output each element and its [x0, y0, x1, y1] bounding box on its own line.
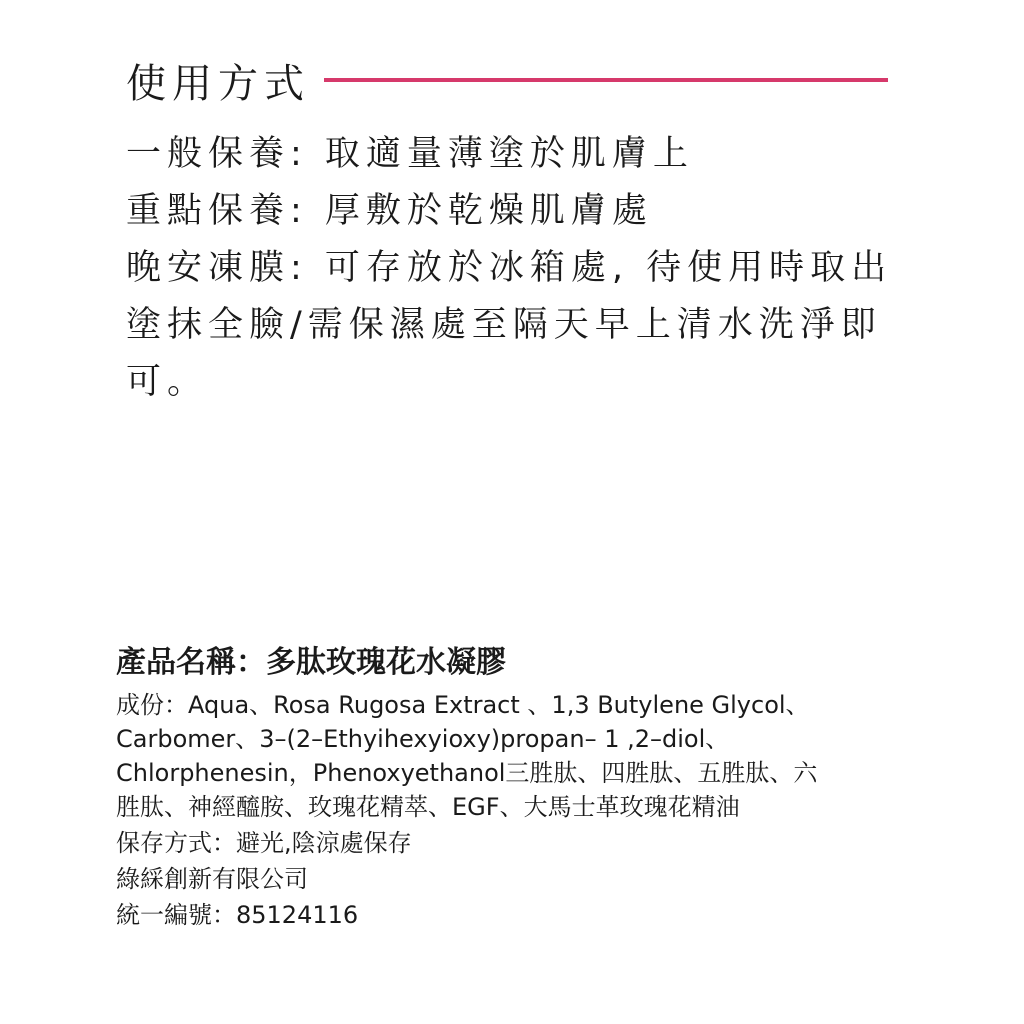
usage-line-general-care: 一般保養: 取適量薄塗於肌膚上	[126, 134, 694, 174]
usage-line-night-mask-cont: 塗抹全臉/需保濕處至隔天早上清水洗淨即	[126, 305, 882, 345]
accent-divider-line	[324, 78, 888, 82]
tax-id: 統一編號：85124116	[116, 901, 359, 929]
ingredients-line: 胜肽、神經醯胺、玫瑰花精萃、EGF、大馬士革玫瑰花精油	[116, 793, 740, 821]
storage-method: 保存方式：避光,陰涼處保存	[116, 829, 412, 857]
product-name: 產品名稱：多肽玫瑰花水凝膠	[116, 645, 506, 680]
usage-title: 使用方式	[126, 60, 310, 107]
product-info-section	[116, 638, 906, 932]
ingredients-block	[116, 688, 906, 824]
ingredients-line: Carbomer、3–(2–Ethyihexyioxy)propan– 1 ,2–diol、	[116, 725, 730, 753]
usage-line-focused-care: 重點保養: 厚敷於乾燥肌膚處	[126, 191, 653, 231]
usage-line-night-mask-end: 可。	[126, 362, 209, 402]
ingredients-line: 成份：Aqua、Rosa Rugosa Extract 、1,3 Butylene Glycol、	[116, 691, 810, 719]
usage-line-night-mask: 晚安凍膜: 可存放於冰箱處, 待使用時取出	[126, 248, 893, 288]
usage-instructions	[126, 126, 906, 411]
company-name: 綠綵創新有限公司	[116, 865, 308, 893]
ingredients-line: Chlorphenesin，Phenoxyethanol三胜肽、四胜肽、五胜肽、六	[116, 759, 818, 787]
usage-header	[126, 50, 906, 110]
usage-section	[126, 50, 906, 411]
